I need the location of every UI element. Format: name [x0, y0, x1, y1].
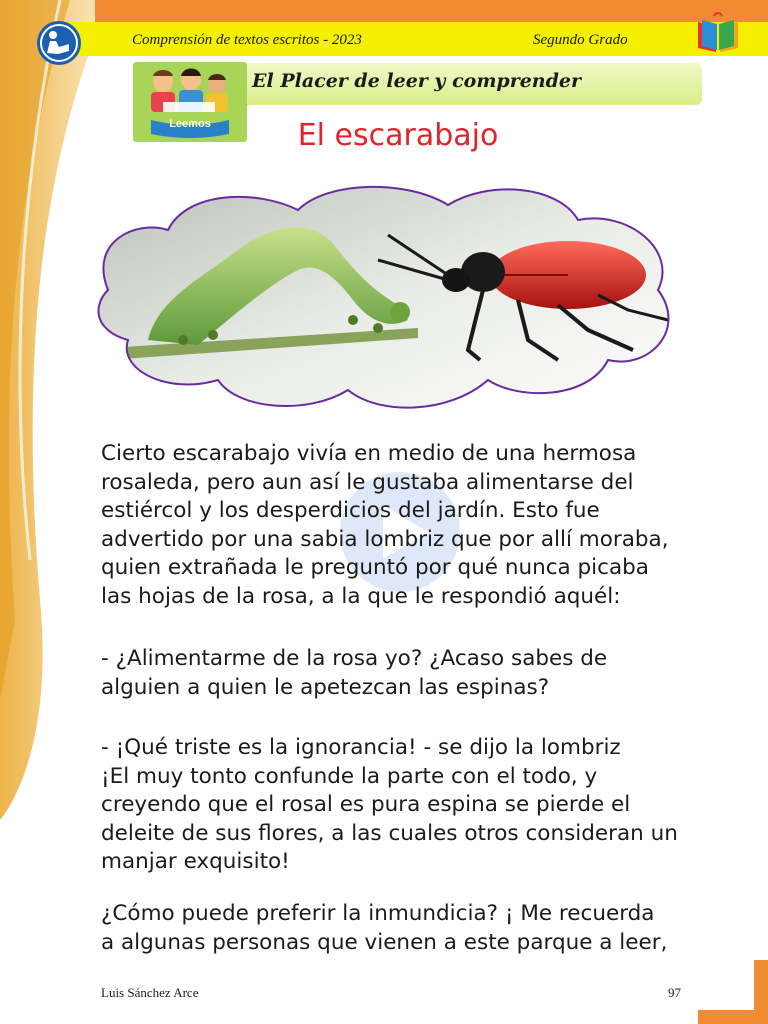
text-line: deleite de sus flores, a las cuales otros consideran un [101, 820, 678, 846]
text-line: creyendo que el rosal es pura espina se pierde el [101, 792, 631, 817]
text-line: Cierto escarabajo vivía en medio de una hermosa [101, 441, 637, 466]
leemos-label: Leemos [169, 118, 211, 130]
header-grade: Segundo Grado [533, 32, 628, 48]
paragraph-2 [101, 645, 713, 702]
banner-text: El Placer de leer y comprender [252, 70, 582, 92]
header-title: Comprensión de textos escritos - 2023 [132, 32, 362, 48]
text-line: quien extrañada le preguntó por qué nunca picaba [101, 555, 649, 580]
page-number: 97 [668, 985, 681, 1000]
text-line: manjar exquisito! [101, 849, 290, 874]
text-line: - ¡Qué triste es la ignorancia! - se dijo la lombriz [101, 735, 621, 760]
story-illustration [88, 180, 678, 420]
paragraph-1 [101, 440, 713, 611]
header-top-band [95, 0, 768, 22]
footer-author: Luis Sánchez Arce [101, 985, 199, 1000]
page-title: El escarabajo [297, 118, 499, 153]
text-line: estiércol y los desperdicios del jardín. Esto fue [101, 498, 600, 523]
text-line: las hojas de la rosa, a la que le respondió aquél: [101, 583, 621, 609]
reader-icon [36, 20, 82, 66]
text-line: alguien a quien le apetezcan las espinas? [101, 674, 550, 700]
corner-bracket [698, 960, 768, 1024]
text-line: advertido por una sabia lombriz que por allí moraba, [101, 526, 669, 552]
paragraph-4 [101, 900, 713, 957]
text-line: rosaleda, pero aun así le gustaba alimentarse del [101, 469, 634, 495]
text-line: ¿Cómo puede preferir la inmundicia? ¡ Me recuerda [101, 901, 655, 926]
book-icon [694, 12, 742, 56]
text-line: ¡El muy tonto confunde la parte con el todo, y [101, 763, 598, 789]
text-line: a algunas personas que vienen a este parque a leer, [101, 929, 668, 955]
paragraph-3 [101, 734, 713, 877]
text-line: - ¿Alimentarme de la rosa yo? ¿Acaso sabes de [101, 646, 608, 671]
